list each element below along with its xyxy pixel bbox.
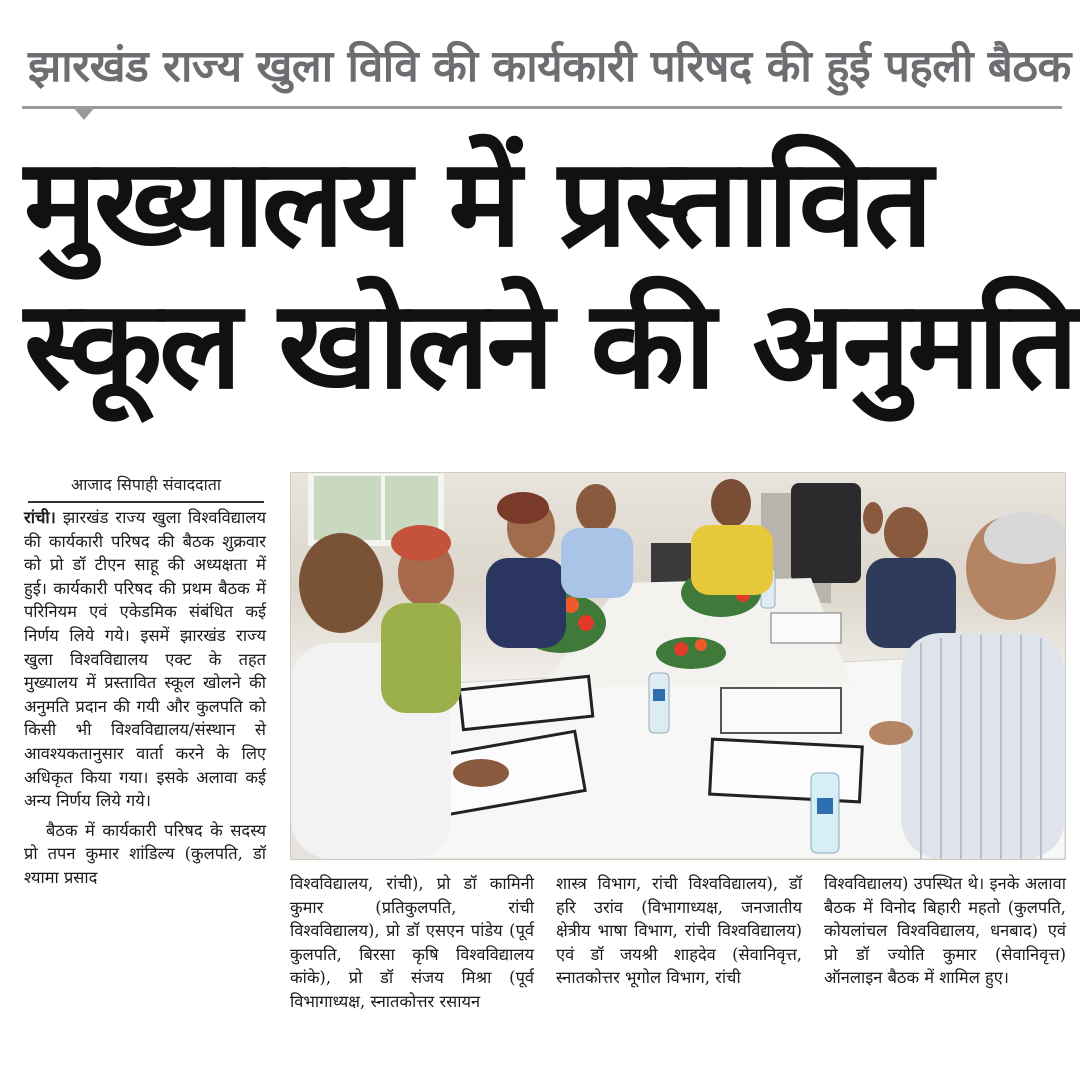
byline: आजाद सिपाही संवाददाता	[28, 473, 264, 503]
article-paragraph-2: बैठक में कार्यकारी परिषद के सदस्य प्रो तपन कुमार शांडिल्य (कुलपति, डॉ श्यामा प्रसाद	[24, 820, 266, 887]
dateline: रांची।	[24, 508, 56, 527]
kicker-title: झारखंड राज्य खुला विवि की कार्यकारी परिषद की हुई पहली बैठक	[28, 41, 1071, 92]
meeting-photo	[290, 472, 1066, 860]
meeting-photo-illustration	[291, 473, 1065, 859]
kicker-pointer-icon	[72, 106, 96, 120]
article-column-2: विश्वविद्यालय, रांची), प्रो डॉ कामिनी कुमार (प्रतिकुलपति, रांची विश्वविद्यालय), प्रो डॉ एसएन पांडेय (पूर्व कुलपति, बिरसा कृषि विश्वविद्यालय कांके), प्रो डॉ संजय मिश्रा (पूर्व विभागाध्यक्ष, स्नातकोत्तर रसायन	[290, 874, 534, 1011]
article-column-1	[24, 506, 266, 890]
article-text-1: झारखंड राज्य खुला विश्वविद्यालय की कार्यकारी परिषद की बैठक शुक्रवार को प्रो डॉ टीएन साहू की अध्यक्षता में हुई। कार्यकारी परिषद की प्रथम बैठक में परिनियम एवं एकेडमिक संबंधित कई निर्णय लिये गये। इसमें झारखंड राज्य खुला विश्वविद्यालय एक्ट के तहत मुख्यालय में प्रस्तावित स्कूल खोलने की अनुमति प्रदान की गयी और कुलपति को किसी भी विश्वविद्यालय/संस्थान से आवश्यकतानुसार वार्ता करने के लिए अधिकृत किया गया। इसके अलावा कई अन्य निर्णय लिये गये।	[24, 508, 266, 811]
article-column-4: विश्वविद्यालय) उपस्थित थे। इनके अलावा बैठक में विनोद बिहारी महतो (कुलपति, कोयलांचल विश्वविद्यालय, धनबाद) एवं प्रो डॉ ज्योति कुमार (सेवानिवृत्त) ऑनलाइन बैठक में शामिल हुए।	[824, 874, 1066, 988]
kicker-bar	[22, 20, 1071, 109]
headline	[24, 132, 1076, 416]
article-column-3: शास्त्र विभाग, रांची विश्वविद्यालय), डॉ हरि उरांव (विभागाध्यक्ष, जनजातीय क्षेत्रीय भाषा विभाग, रांची विश्वविद्यालय) एवं डॉ जयश्री शाहदेव (सेवानिवृत्त, स्नातकोत्तर भूगोल विभाग, रांची	[556, 874, 802, 988]
headline-line-2: स्कूल खोलने की अनुमति	[24, 274, 1076, 416]
headline-line-1: मुख्यालय में प्रस्तावित	[24, 132, 931, 274]
article-paragraph-1	[24, 506, 266, 813]
